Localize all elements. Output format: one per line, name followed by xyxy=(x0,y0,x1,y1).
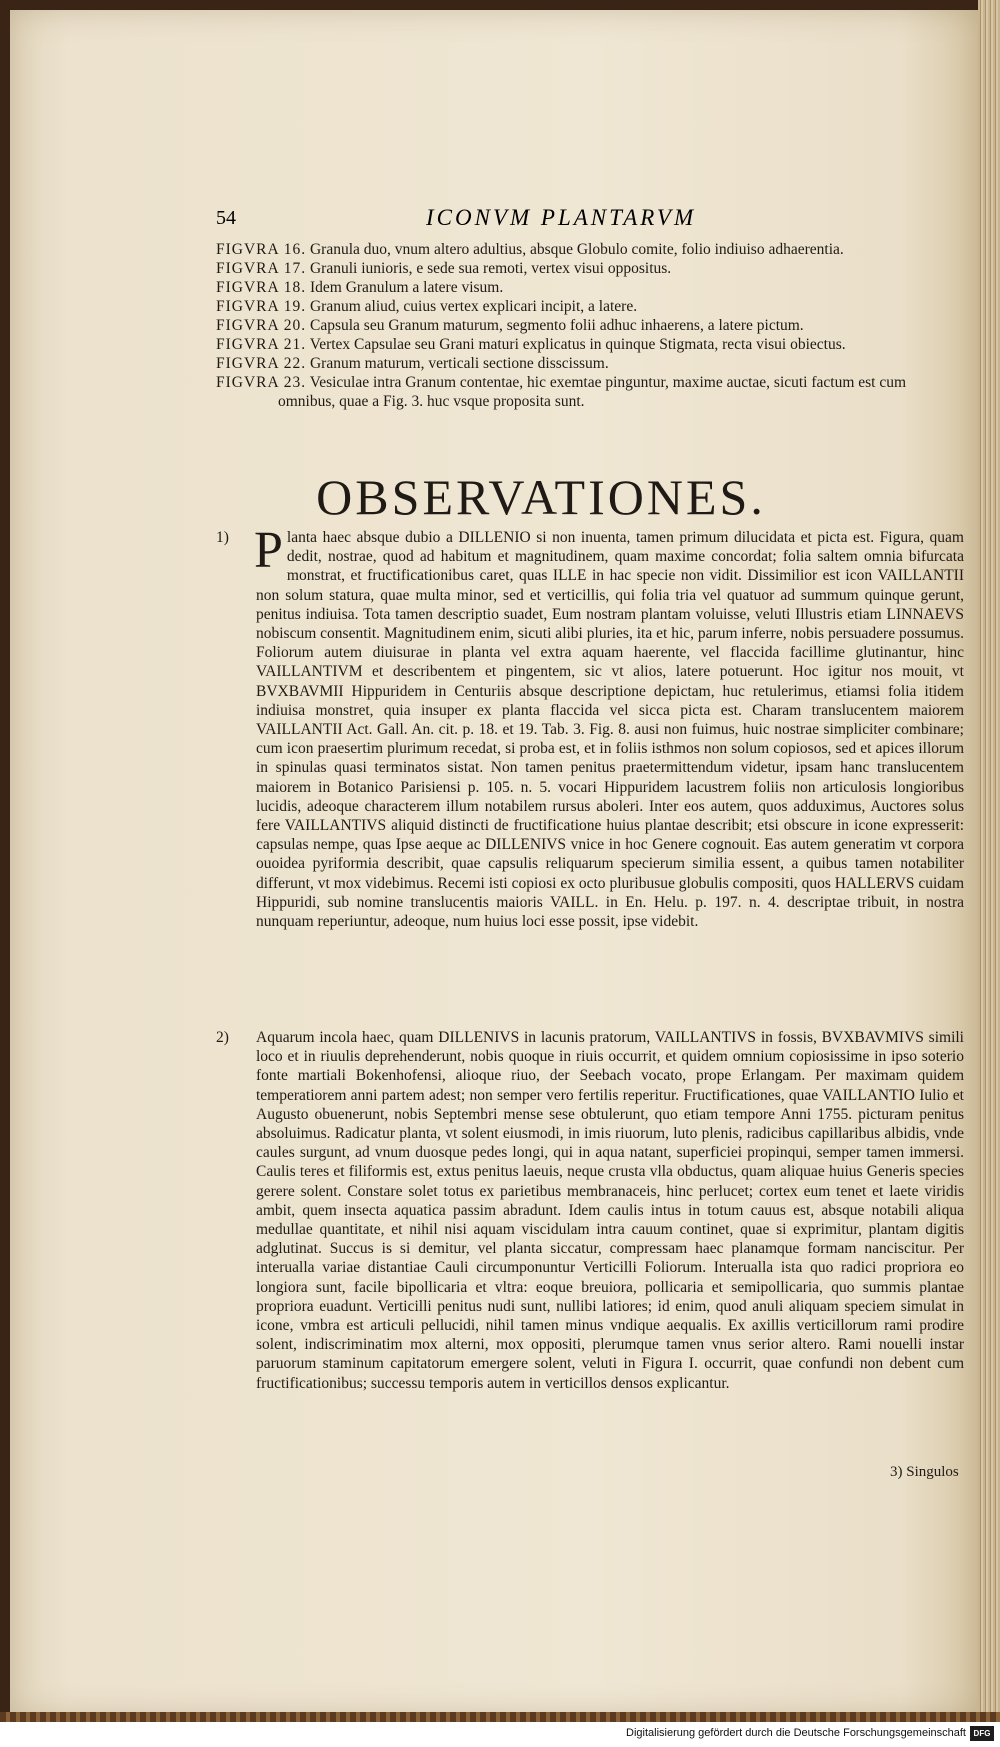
figure-caption: Granum maturum, verticali sectione disscissum. xyxy=(309,355,609,372)
page-number: 54 xyxy=(216,207,236,229)
section-heading: OBSERVATIONES. xyxy=(316,469,766,525)
figure-label: FIGVRA 18. xyxy=(216,279,307,296)
figure-label: FIGVRA 16. xyxy=(216,241,307,258)
book-binding xyxy=(0,1712,1000,1722)
observation-text-block xyxy=(256,1028,964,1393)
list-item xyxy=(216,240,964,259)
dfg-logo-icon: DFG xyxy=(970,1726,994,1741)
list-item xyxy=(216,278,964,297)
figure-caption: Granuli iunioris, e sede sua remoti, vertex visui oppositus. xyxy=(309,260,672,277)
observation-number: 1) xyxy=(216,529,229,546)
observation-text-block xyxy=(254,522,964,931)
observation-2 xyxy=(216,1028,964,1393)
figure-caption: Vertex Capsulae seu Grani maturi explicatus in quinque Stigmata, recta visui obiectus. xyxy=(309,336,846,353)
page-edges xyxy=(978,0,1000,1720)
catchword: 3) Singulos xyxy=(890,1464,959,1480)
observation-text: lanta haec absque dubio a DILLENIO si non inuenta, tamen primum dilucidata et picta est. Figura, quam dedit, nostrae, quod ad habitum et magnitudinem, quam maxime concordat; folia saltem omnia bifurcata monstrat, et fructificationibus caret, quas ILLE in hac specie non vidit. Dissimilior est icon VAILLANTII non solum statura, quae multa minor, sed et verticillis, qui folia tria vel quatuor ad summum quinque gerunt, penitus indiuisa. Tota tamen descriptio suadet, Eum nostram plantam voluisse, veluti Illustris etiam LINNAEVS nobiscum consentit. Magnitudinem enim, sicuti alibi pluries, ita et hic, parum inferre, nobis persuadere possumus. Foliorum autem diuisurae in planta vel extra aquam haerente, vel flaccida facillime glutinantur, hinc VAILLANTIVM et describentem et pingentem, sic vt alios, latere potuerunt. Hoc igitur nos mouit, vt BVXBAVMII Hippuridem in Centuriis absque descriptione depictam, huc retulerimus, etiamsi folia itidem indiuisa monstret, quia insuper ex planta flaccida vel sicca picta est. Charam translucentem maiorem VAILLANTII Act. Gall. An. cit. p. 18. et 19. Tab. 3. Fig. 8. ausi non fuimus, huic nostrae simpliciter combinare; cum icon praesertim plurimum recedat, si proba est, et in foliis isthmos non solum copiosos, sed et apices illorum in spinulas quasi terminatos sistat. Non tamen penitus praetermittendum videtur, ipsam hanc translucentem maiorem in Botanico Parisiensi p. 105. n. 5. vocari Hippuridem lacustrem foliis non articulosis longioribus lucidis, adeoque characterem illum notabilem rursus aboleri. Inter eos autem, quos adduximus, Auctores solus fere VAILLANTIVS aliquid distincti de fructificatione huius plantae describit; etsi obscure in icone expresserit: capsulas nempe, quas Ipse aeque ac DILLENIVS vnice in hoc Genere cognouit. Eas autem generatim vt corpora ouoidea pyriformia describit, quae capsulis reliquarum specierum similia essent, a quibus tamen notabiliter differunt, vt mox videbimus. Recemi isti copiosi ex octo pluribusue globulis compositi, quos HALLERVS cuidam Hippuridi, sub nomine translucentis maioris VAILL. in En. Helu. p. 197. n. 4. descriptae tribuit, in nostra nunquam reperiuntur, adeoque, num huius loci esse possit, ipse videbit. xyxy=(256,529,964,931)
list-item xyxy=(216,316,964,335)
figure-label: FIGVRA 19. xyxy=(216,298,307,315)
figure-caption: Vesiculae intra Granum contentae, hic exemtae pinguntur, maxime auctae, sicuti factum est cum omnibus, quae a Fig. 3. huc vsque proposita sunt. xyxy=(278,374,907,410)
running-head xyxy=(216,207,964,231)
list-item xyxy=(216,373,964,411)
observation-1 xyxy=(216,522,964,931)
list-item xyxy=(216,259,964,278)
figure-label: FIGVRA 17. xyxy=(216,260,307,277)
list-item xyxy=(216,297,964,316)
figure-caption: Granum aliud, cuius vertex explicari incipit, a latere. xyxy=(309,298,638,315)
drop-cap: P xyxy=(254,522,283,579)
figure-label: FIGVRA 22. xyxy=(216,355,307,372)
footer-credit: Digitalisierung gefördert durch die Deutsche Forschungsgemeinschaft xyxy=(626,1727,966,1739)
figure-caption: Granula duo, vnum altero adultius, absque Globulo comite, folio indiuiso adhaerentia. xyxy=(309,241,844,258)
figure-caption: Idem Granulum a latere visum. xyxy=(309,279,504,296)
running-title: ICONVM PLANTARVM xyxy=(426,205,697,230)
footer-bar xyxy=(0,1722,1000,1747)
list-item xyxy=(216,335,964,354)
observation-number: 2) xyxy=(216,1029,229,1046)
figure-list xyxy=(216,240,964,411)
figure-label: FIGVRA 21. xyxy=(216,336,307,353)
observation-text: Aquarum incola haec, quam DILLENIVS in lacunis pratorum, VAILLANTIVS in fossis, BVXBAVMIVS simili loco et in riuulis deprehenderunt, nobis quoque in riuis occurrit, et quidem omnium copiosissime in ipso soterio fonte martiali Bokenhofensi, alioque riuo, der Seebach vocato, prope Erlangam. Per maximam quidem temperatiorem anni partem adest; non semper vero fertilis reperitur. Fructificationes, quae VAILLANTIO Iulio et Augusto obuenerunt, nobis Septembri mense sese obtulerunt, quo etiam tempore Anni 1755. picturam penitus absoluimus. Radicatur planta, vt solent eiusmodi, in imis riuorum, luto plenis, radicibus capillaribus albidis, vnde caules surgunt, ad vnum duosque pedes longi, qui in aqua natant, superficiei propinqui, semper tamen immersi. Caulis teres et filiformis est, extus penitus laeuis, neque crusta vlla obductus, quam aliquae huius Generis species gerere solent. Constare solet totus ex parietibus membranaceis, hinc perlucet; cortex eum tenet et laete viridis ambit, quem insecta aquatica passim abradunt. Idem caulis intus in totum cauus est, absque notabili aliqua medullae quantitate, et nihil nisi aquam viscidulam intra cauum continet, quae si exprimitur, plantam digitis adglutinat. Succus is si demitur, vel planta siccatur, compressam haec planamque formam nanciscitur. Per interualla variae distantiae Cauli circumponuntur Verticilli Foliorum. Interualla ista quo radici propriora eo longiora sunt, facile bipollicaria et vltra: eoque breuiora, pollicaria et semipollicaria, quo summis plantae propriora euadunt. Verticilli penitus nudi sunt, nullibi latiores; id enim, quod anuli aliquam speciem simulat in icone, vmbra est articuli pellucidi, nihil tamen minus vndique aequalis. Ex axillis verticillorum rami prodire solent, indiscriminatim mox alterni, mox oppositi, plerumque tamen vnus serior altero. Rami nouelli instar paruorum staminum capitatorum emergere solent, veluti in Figura I. occurrit, quae confundi non debent cum fructificationibus; successu temporis autem in verticillos densos explicantur. xyxy=(256,1029,964,1392)
figure-label: FIGVRA 20. xyxy=(216,317,307,334)
list-item xyxy=(216,354,964,373)
figure-label: FIGVRA 23. xyxy=(216,374,307,391)
figure-caption: Capsula seu Granum maturum, segmento folii adhuc inhaerens, a latere pictum. xyxy=(309,317,804,334)
